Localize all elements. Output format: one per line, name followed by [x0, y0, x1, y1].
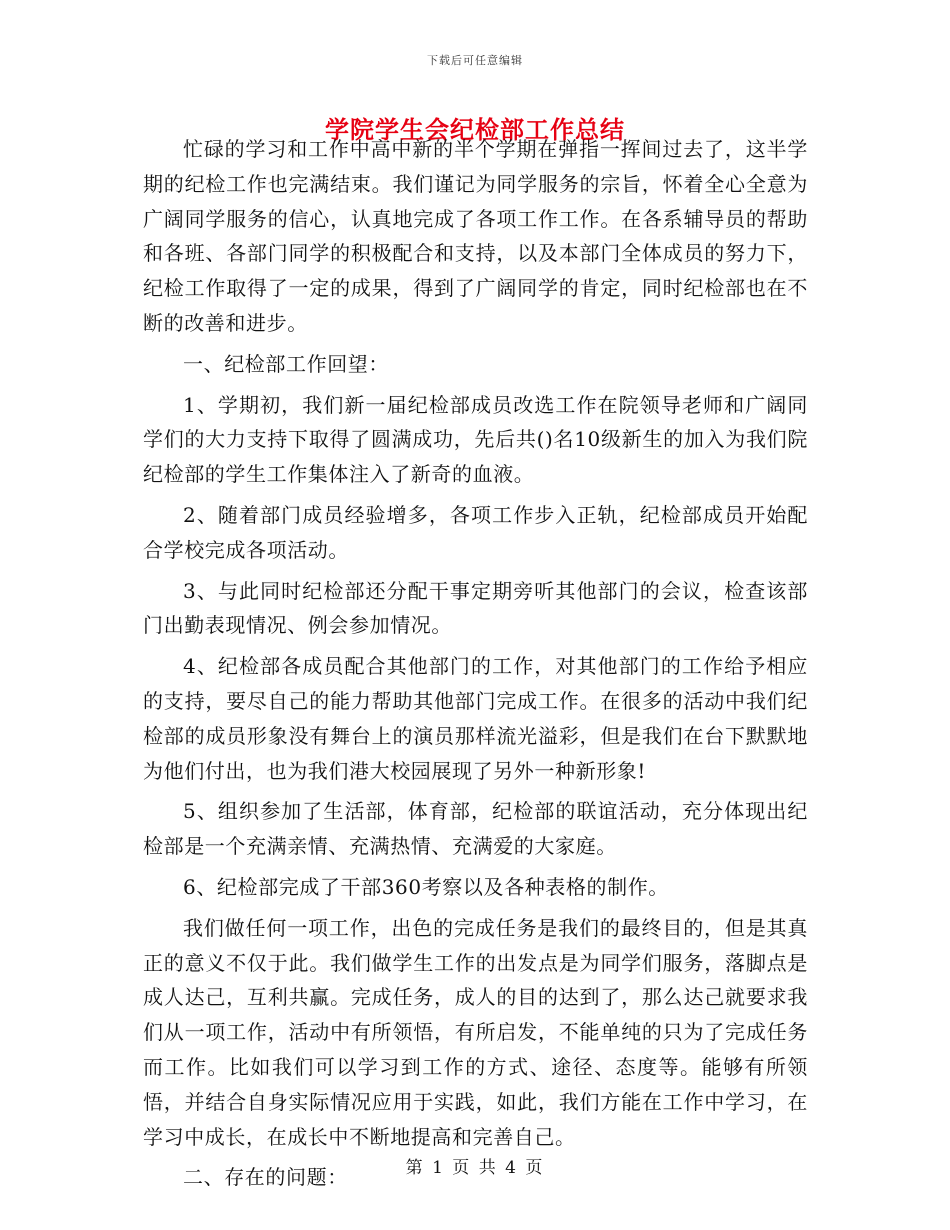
paragraph-item-3: 3、与此同时纪检部还分配干事定期旁听其他部门的会议，检查该部门出勤表现情况、例会参加情况。 — [143, 578, 808, 638]
paragraph-item-4: 4、纪检部各成员配合其他部门的工作，对其他部门的工作给予相应的支持，要尽自己的能力帮助其他部门完成工作。在很多的活动中我们纪检部的成员形象没有舞台上的演员那样流光溢彩，但是我们在台下默默地为他们付出，也为我们港大校园展现了另外一种新形象! — [143, 654, 808, 783]
paragraph-item-6: 6、纪检部完成了干部360考察以及各种表格的制作。 — [183, 874, 669, 899]
page-number-footer: 第 1 页 共 4 页 — [405, 1158, 545, 1178]
paragraph-reflection: 我们做任何一项工作，出色的完成任务是我们的最终目的，但是其真正的意义不仅于此。我们做学生工作的出发点是为同学们服务，落脚点是成人达己，互利共赢。完成任务，成人的目的达到了，那么达己就要求我们从一项工作，活动中有所领悟，有所启发，不能单纯的只为了完成任务而工作。比如我们可以学习到工作的方式、途径、态度等。能够有所领悟，并结合自身实际情况应用于实践，如此，我们方能在工作中学习，在学习中成长，在成长中不断地提高和完善自己。 — [143, 915, 808, 1149]
paragraph-intro: 忙碌的学习和工作中高中新的半个学期在弹指一挥间过去了，这半学期的纪检工作也完满结束。我们谨记为同学服务的宗旨，怀着全心全意为广阔同学服务的信心，认真地完成了各项工作工作。在各系辅导员的帮助和各班、各部门同学的积极配合和支持，以及本部门全体成员的努力下，纪检工作取得了一定的成果，得到了广阔同学的肯定，同时纪检部也在不断的改善和进步。 — [143, 137, 808, 335]
paragraph-item-2: 2、随着部门成员经验增多，各项工作步入正轨，纪检部成员开始配合学校完成各项活动。 — [143, 502, 808, 562]
document-title: 学院学生会纪检部工作总结 — [325, 115, 625, 144]
section-heading-review: 一、纪检部工作回望： — [183, 351, 389, 376]
paragraph-item-1: 1、学期初，我们新一届纪检部成员改选工作在院领导老师和广阔同学们的大力支持下取得了圆满成功，先后共()名10级新生的加入为我们院纪检部的学生工作集体注入了新奇的血液。 — [143, 392, 808, 487]
section-heading-problems: 二、存在的问题： — [183, 1165, 348, 1190]
page-header-note: 下载后可任意编辑 — [427, 54, 523, 67]
paragraph-item-5: 5、组织参加了生活部，体育部，纪检部的联谊活动，充分体现出纪检部是一个充满亲情、充满热情、充满爱的大家庭。 — [143, 799, 808, 859]
document-body — [143, 132, 808, 1195]
